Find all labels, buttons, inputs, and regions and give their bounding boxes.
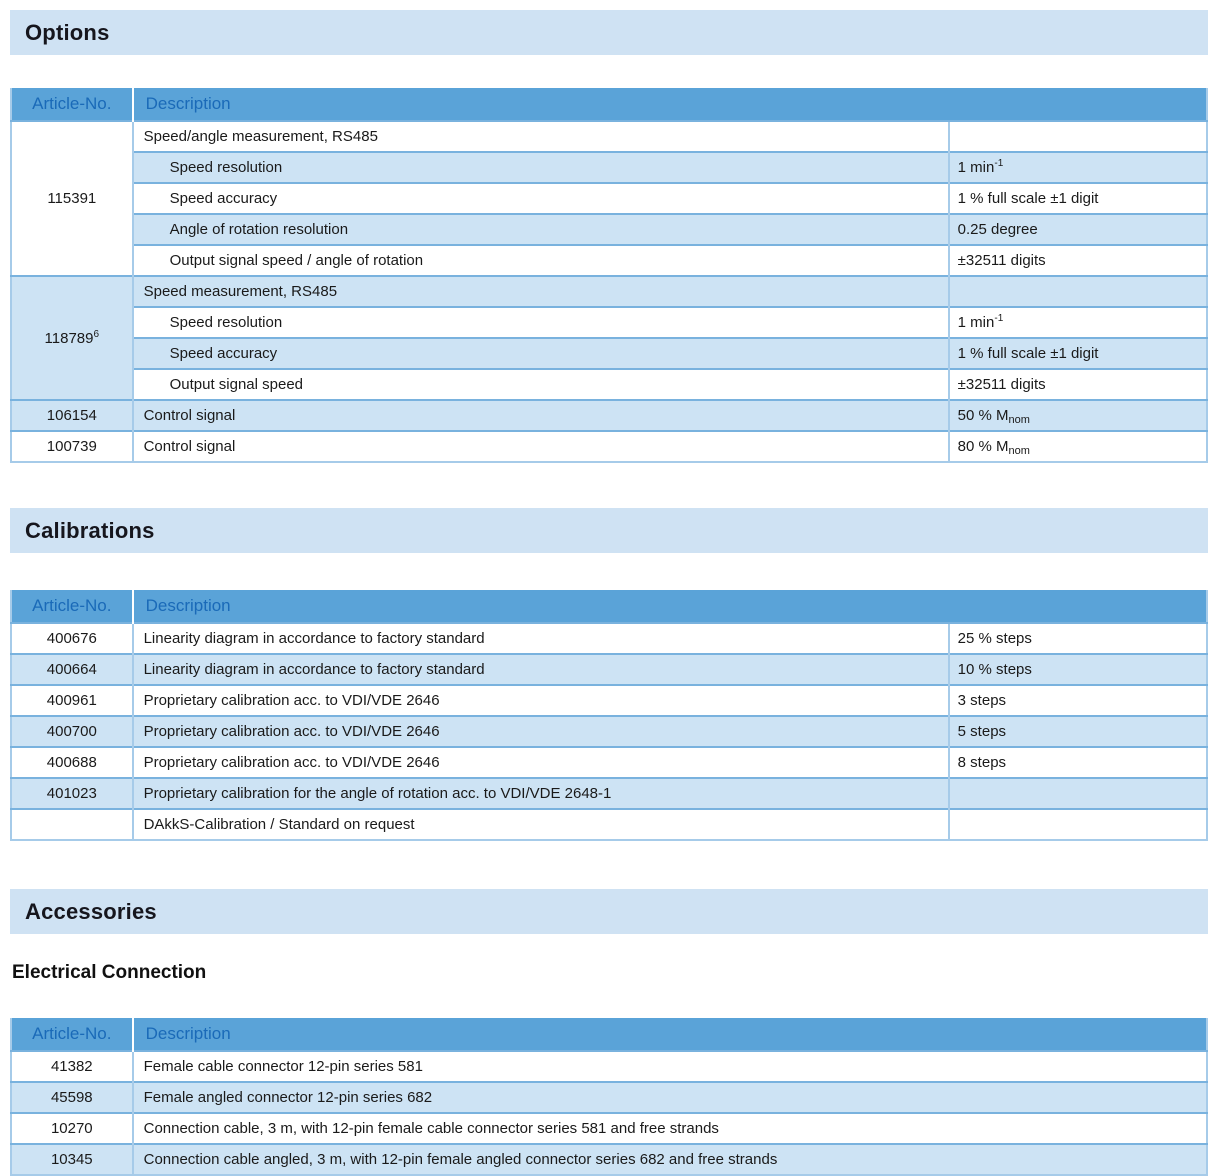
article-no-cell: 118789$^6$	[11, 276, 133, 400]
table-row	[11, 121, 1207, 152]
value-cell: 5 steps	[949, 716, 1207, 747]
column-header-article-no: Article-No.	[11, 590, 133, 623]
section-header-calibrations	[10, 508, 1208, 553]
value-cell	[949, 121, 1207, 152]
description-cell: Speed accuracy	[133, 183, 949, 214]
description-cell: Speed accuracy	[133, 338, 949, 369]
table-row	[11, 431, 1207, 462]
options-table-container	[0, 88, 1210, 463]
table-row	[11, 307, 1207, 338]
table-header-row	[11, 590, 1207, 623]
description-cell: Linearity diagram in accordance to factory standard	[133, 623, 949, 654]
table-header-row	[11, 1018, 1207, 1051]
article-no-cell: 106154	[11, 400, 133, 431]
description-cell: Proprietary calibration acc. to VDI/VDE 2646	[133, 685, 949, 716]
description-cell: Speed measurement, RS485	[133, 276, 949, 307]
article-no-cell: 401023	[11, 778, 133, 809]
column-header-description: Description	[133, 1018, 1207, 1051]
table-row	[11, 1082, 1207, 1113]
value-cell: 1 % full scale ±1 digit	[949, 338, 1207, 369]
description-cell: Angle of rotation resolution	[133, 214, 949, 245]
description-cell: Linearity diagram in accordance to factory standard	[133, 654, 949, 685]
value-cell: 80 % $M_{nom}$	[949, 431, 1207, 462]
description-cell: Female angled connector 12-pin series 682	[133, 1082, 1207, 1113]
description-cell: Proprietary calibration acc. to VDI/VDE 2646	[133, 716, 949, 747]
article-no-cell: 400676	[11, 623, 133, 654]
table-header-row	[11, 88, 1207, 121]
table-row	[11, 276, 1207, 307]
description-cell: Proprietary calibration acc. to VDI/VDE 2646	[133, 747, 949, 778]
value-cell	[949, 778, 1207, 809]
description-cell: Connection cable angled, 3 m, with 12-pin female angled connector series 682 and free strands	[133, 1144, 1207, 1175]
value-cell: 3 steps	[949, 685, 1207, 716]
article-no-cell: 100739	[11, 431, 133, 462]
value-cell: ±32511 digits	[949, 369, 1207, 400]
table-row	[11, 369, 1207, 400]
electrical-connection-table	[10, 1018, 1208, 1176]
options-table	[10, 88, 1208, 463]
article-no-cell: 400961	[11, 685, 133, 716]
table-row	[11, 1051, 1207, 1082]
table-row	[11, 685, 1207, 716]
value-cell: 1 % full scale ±1 digit	[949, 183, 1207, 214]
column-header-description: Description	[133, 88, 1207, 121]
value-cell: 50 % $M_{nom}$	[949, 400, 1207, 431]
calibrations-table-container	[0, 590, 1210, 841]
value-cell: ±32511 digits	[949, 245, 1207, 276]
section-header-accessories	[10, 889, 1208, 934]
section-title: Options	[25, 19, 110, 45]
description-cell: Speed/angle measurement, RS485	[133, 121, 949, 152]
value-cell: 1 $\min^{-1}$	[949, 152, 1207, 183]
description-cell: Control signal	[133, 400, 949, 431]
section-header-options	[10, 10, 1208, 55]
article-no-cell: 400664	[11, 654, 133, 685]
description-cell: Output signal speed	[133, 369, 949, 400]
column-header-article-no: Article-No.	[11, 88, 133, 121]
value-cell: 8 steps	[949, 747, 1207, 778]
article-no-cell	[11, 809, 133, 840]
article-no-cell: 10345	[11, 1144, 133, 1175]
article-no-cell: 400700	[11, 716, 133, 747]
table-row	[11, 747, 1207, 778]
table-row	[11, 1144, 1207, 1175]
table-row	[11, 400, 1207, 431]
description-cell: Output signal speed / angle of rotation	[133, 245, 949, 276]
description-cell: DAkkS-Calibration / Standard on request	[133, 809, 949, 840]
description-cell: Proprietary calibration for the angle of rotation acc. to VDI/VDE 2648-1	[133, 778, 949, 809]
table-row	[11, 214, 1207, 245]
table-row	[11, 623, 1207, 654]
description-cell: Speed resolution	[133, 152, 949, 183]
value-cell	[949, 276, 1207, 307]
electrical-connection-heading: Electrical Connection	[12, 962, 207, 983]
description-cell: Female cable connector 12-pin series 581	[133, 1051, 1207, 1082]
article-no-cell: 45598	[11, 1082, 133, 1113]
table-row	[11, 183, 1207, 214]
article-no-cell: 41382	[11, 1051, 133, 1082]
value-cell: 25 % steps	[949, 623, 1207, 654]
column-header-description: Description	[133, 590, 1207, 623]
column-header-article-no: Article-No.	[11, 1018, 133, 1051]
calibrations-table	[10, 590, 1208, 841]
table-row	[11, 152, 1207, 183]
description-cell: Control signal	[133, 431, 949, 462]
description-cell: Connection cable, 3 m, with 12-pin female cable connector series 581 and free strands	[133, 1113, 1207, 1144]
value-cell	[949, 809, 1207, 840]
table-row	[11, 1113, 1207, 1144]
value-cell: 0.25 degree	[949, 214, 1207, 245]
section-title: Calibrations	[25, 517, 155, 543]
table-row	[11, 809, 1207, 840]
table-row	[11, 245, 1207, 276]
value-cell: 1 $\min^{-1}$	[949, 307, 1207, 338]
table-row	[11, 338, 1207, 369]
electrical-table-container	[0, 1018, 1210, 1176]
table-row	[11, 716, 1207, 747]
table-row	[11, 654, 1207, 685]
description-cell: Speed resolution	[133, 307, 949, 338]
section-title: Accessories	[25, 898, 157, 924]
table-row	[11, 778, 1207, 809]
article-no-cell: 115391	[11, 121, 133, 276]
value-cell: 10 % steps	[949, 654, 1207, 685]
article-no-cell: 400688	[11, 747, 133, 778]
article-no-cell: 10270	[11, 1113, 133, 1144]
